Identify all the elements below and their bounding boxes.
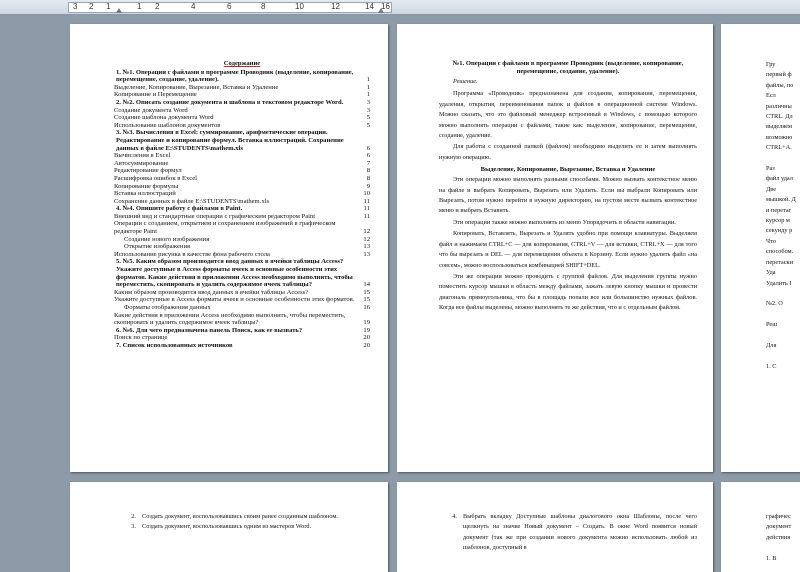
toc-page-number: 6 [366,152,370,160]
toc-entry-text: 1. №1. Операции с файлами в программе Проводник (выделение, копирование, перемещение, создание, удаление). [116,68,354,84]
toc-entry-text: 3. №3. Вычисления в Excel: суммирование, арифметические операции. Редактирование и копирование формул. Вставка иллюстраций. Сохранение данных в файле E:\STUDENTS\mathem.xls [116,129,344,152]
text-line [766,154,800,164]
horizontal-ruler[interactable] [0,0,800,15]
toc-entry[interactable] [114,243,370,251]
toc-entry[interactable] [114,167,370,175]
text-line: Гру [766,61,776,68]
toc-entry[interactable] [114,114,370,122]
text-line: первый ф [766,71,792,79]
text-line: Уда [766,269,776,277]
text-line: возможно [766,133,793,141]
document-page[interactable] [721,482,800,572]
toc-entry[interactable] [114,289,370,297]
toc-page-number: 1 [366,83,370,91]
toc-entry-text: Использование рисунка в качестве фона рабочего стола [114,250,270,258]
list-text: Создать документ, воспользовавшись одним из мастеров Word. [142,523,312,531]
toc-page-number: 5 [366,114,370,122]
paragraph: Эти же операции можно проводить с группой файлов. Для выделения группы нужно поместить курсор мышки в область между файлами, зажать левую кнопку мышки и провести диагональ прямоугольника, что бы в площадь попали все или большинство нужных файлов. Когда все файлы выделены, можно выполнять те же действия, что и с отдельным файлом. [439,272,697,312]
text-line: Что [766,237,776,245]
paragraph: Эти операции также можно выполнять из меню Упорядочить в области навигации. [453,218,676,226]
text-line [766,289,800,299]
toc-entry[interactable] [114,213,370,221]
first-line-indent-marker[interactable] [116,8,122,13]
toc-page-number: 5 [366,121,370,129]
toc-entry-text: Выделение, Копирование, Вырезание, Вставка и Удаление [114,83,279,91]
toc-entry-text: 7. Список использованных источников [116,341,233,349]
toc-entry-text: Каким образом производится ввод данных в ячейки таблицы Access? [114,288,309,296]
text-line: курсор м [766,217,790,225]
ruler-number: 2 [155,2,160,11]
page-body [766,512,800,564]
toc-page-number: 11 [363,205,370,213]
toc-page-number: 11 [363,212,370,220]
table-of-contents [114,60,370,350]
ruler-number: 12 [331,2,340,11]
toc-entry[interactable] [114,122,370,130]
text-line: 1. С [766,362,777,370]
toc-page-number: 1 [366,76,370,84]
toc-page-number: 7 [366,159,370,167]
toc-entry[interactable] [114,129,370,152]
toc-entry[interactable] [114,334,370,342]
text-line: Раз [766,165,775,173]
toc-entry[interactable] [114,205,370,213]
toc-entry[interactable] [114,84,370,92]
toc-entry[interactable] [114,190,370,198]
text-line: документ [766,523,792,531]
toc-entry[interactable] [114,342,370,350]
right-indent-marker[interactable] [378,8,384,13]
toc-entry-text: Поиск по странице [114,334,168,342]
toc-entry-text: Операции с созданием, открытием и сохранением изображений в графическом редакторе Paint [114,220,336,236]
section-heading: №1. Операции с файлами в программе Проводник (выделение, копирование, перемещение, создание, удаление). [452,60,684,75]
toc-entry[interactable] [114,258,370,288]
toc-page-number: 11 [363,197,370,205]
toc-entry-text: Открытие изображения [124,243,191,251]
text-line: мышкой. Д [766,196,796,204]
ruler-number: 4 [191,2,196,11]
toc-entry-text: Копирование и Перемещение [114,91,197,99]
text-line: действия [766,533,791,541]
document-page[interactable] [721,24,800,472]
page-body [439,512,697,554]
toc-entry[interactable] [114,107,370,115]
toc-entry-text: 6. №6. Для чего предназначена панель Поиск, как ее вызвать? [116,326,303,334]
toc-page-number: 6 [366,144,370,152]
toc-entry-text: 5. №5. Каким образом производится ввод данных в ячейки таблицы Access? Укажите доступные в Access форматы ячеек и основные особенности этих форматов. Какие действия в приложении Access необходимо выполнить, чтобы переместить, скопировать и удалить содержимое ячеек таблицы? [116,258,353,289]
list-item [118,522,373,532]
ruler-number: 16 [381,2,390,11]
toc-entry-text: Вычисления в Excel [114,152,171,160]
ruler-number: 2 [89,2,94,11]
toc-page-number: 1 [366,91,370,99]
toc-page-number: 13 [363,250,370,258]
solution-label: Решение. [453,78,478,85]
text-line: перетаски [766,258,793,266]
text-line: Удалить I [766,279,792,287]
toc-entry-text: Создание нового изображения [124,235,210,243]
text-line [766,310,800,320]
text-line: Реш [766,321,778,329]
text-line: Для [766,341,777,349]
text-line: Есл [766,92,776,100]
document-page[interactable] [397,24,713,472]
toc-page-number: 20 [363,334,370,342]
toc-page-number: 3 [366,98,370,106]
text-line: №2. О [766,300,783,308]
ruler-number: 1 [106,2,111,11]
toc-entry-text: Создание шаблона документа Word [114,114,214,122]
toc-entry[interactable] [114,175,370,183]
toc-entry-list [114,69,370,350]
toc-entry-text: Укажите доступные в Access форматы ячеек и основные особенности этих форматов. [114,296,355,304]
toc-page-number: 20 [363,341,370,349]
text-line [766,331,800,341]
toc-page-number: 8 [366,167,370,175]
page-body [439,60,697,315]
toc-entry-text: Создание документа Word [114,106,188,114]
text-line: выделяем [766,123,793,131]
toc-entry-text: 4. №4. Опишите работу с файлами в Paint. [116,205,243,213]
text-line [766,543,800,553]
ruler-number: 14 [365,2,374,11]
toc-entry-text: Редактирование формул [114,167,182,175]
ruler-number: 8 [261,2,266,11]
toc-page-number: 12 [363,228,370,236]
list-item [118,512,373,522]
toc-page-number: 15 [363,288,370,296]
toc-page-number: 3 [366,106,370,114]
toc-entry[interactable] [114,312,370,327]
toc-entry-text: 2. №2. Описать создание документа и шаблона в текстовом редакторе Word. [116,98,344,106]
toc-page-number: 10 [363,190,370,198]
ruler-number: 1 [137,2,142,11]
ruler-number: 3 [73,2,78,11]
toc-title: Содержание [223,60,261,67]
toc-entry-text: Использование шаблонов документов [114,121,221,129]
ruler-number: 10 [295,2,304,11]
toc-entry[interactable] [114,296,370,304]
toc-page-number: 9 [366,182,370,190]
toc-entry[interactable] [114,160,370,168]
toc-entry-text: Автосуммирование [114,159,169,167]
text-line: файл удал [766,175,793,183]
list-text: Выбрать вкладку Доступные шаблоны диалогового окна Шаблоны, после чего щелкнуть на значке Новый документ – Создать. В окне Word появится новый документ (так же при создании нового документа можно использовать любой из шаблонов, доступный в [463,513,697,552]
toc-entry-text: Копирование формулы [114,182,179,190]
list-number: 2. [131,513,136,520]
paragraph: Эти операции можно выполнять разными способами. Можно вызвать контекстное меню на файле и выбрать Копировать, Вырезать или Удалить. Если вы выбрали Копировать или Вырезать, потом нужно перейти в нужную директорию, на пустом месте вызвать контекстное меню и выбрать Вставить. [439,176,697,215]
toc-entry-text: Сохранение данных в файле E:\STUDENTS\mathem.xls [114,197,270,205]
toc-entry[interactable] [114,99,370,107]
toc-page-number: 19 [363,326,370,334]
toc-entry-text: Расшифровка ошибок в Excel [114,174,197,182]
subsection-heading: Выделение, Копирование, Вырезание, Вставка и Удаление [480,166,656,174]
toc-page-number: 14 [363,281,370,289]
toc-entry-text: Вставка иллюстраций [114,190,176,198]
toc-entry[interactable] [114,69,370,84]
text-line: и перетаг [766,206,792,214]
toc-entry[interactable] [114,91,370,99]
toc-entry[interactable] [114,236,370,244]
list-item [439,512,697,554]
text-line: CTRL. Дл [766,113,793,121]
paragraph: Для работы с созданной папкой (файлом) необходимо выделить ее и затем выполнять нужную операцию. [439,143,697,161]
toc-page-number: 8 [366,174,370,182]
text-line: 1. В [766,554,777,562]
document-page[interactable] [70,24,388,472]
toc-page-number: 12 [363,235,370,243]
text-line: способом. [766,248,794,256]
toc-page-number: 13 [363,243,370,251]
text-line: различны [766,102,792,110]
text-line: Две [766,185,777,193]
toc-page-number: 15 [363,296,370,304]
document-page[interactable] [397,482,713,572]
paragraph: Программа «Проводник» предназначена для создания, копирования, перемещения, удаления, открытия, переименования папок и файлов в операционной системе Windows. Можно сказать, что это файловый менеджер встроенный в Windows, с помощью которого можно выполнять операции с файлами, такие как: выделение, копирование, перемещение, создание, удаление. [439,90,697,140]
toc-entry[interactable] [114,304,370,312]
toc-entry[interactable] [114,251,370,259]
ruler-number: 6 [227,2,232,11]
toc-entry[interactable] [114,152,370,160]
page-body [118,512,373,533]
page-body [766,60,800,372]
text-line: графичес [766,513,791,520]
paragraph: Копировать, Вставлять, Вырезать и Удалять удобно при помощи клавиатуры. Выделяем файл и нажимаем CTRL+C — для копирования, CTRL+V — для вставки, CTRL+X — для того что бы вырезать и DEL — для перемещения объекта в Корзину. Если нужно удалить файл «на совсем», можно воспользоваться комбинацией SHIFT+DEL. [439,230,697,269]
toc-page-number: 16 [363,304,370,311]
toc-entry[interactable] [114,327,370,335]
list-number: 3. [131,523,136,531]
toc-entry[interactable] [114,198,370,206]
list-number: 4. [452,513,457,520]
text-line: CTRL+A. [766,144,792,152]
list-text: Создать документ, воспользовавшись своим ранее созданным шаблоном. [142,513,338,520]
document-page[interactable] [70,482,388,572]
toc-entry-text: Внешний вид и стандартные операции с графическим редактором Paint [114,212,316,220]
text-line [766,351,800,361]
text-line: секунду р [766,227,793,235]
toc-page-number: 19 [363,319,370,327]
text-line: файлы, по [766,81,794,89]
toc-entry-text: Какие действия в приложении Access необходимо выполнить, чтобы переместить, скопировать и удалить содержимое ячеек таблицы? [114,311,346,327]
toc-entry[interactable] [114,220,370,235]
toc-entry-text: Форматы отображения данных [124,304,211,311]
toc-entry[interactable] [114,183,370,191]
